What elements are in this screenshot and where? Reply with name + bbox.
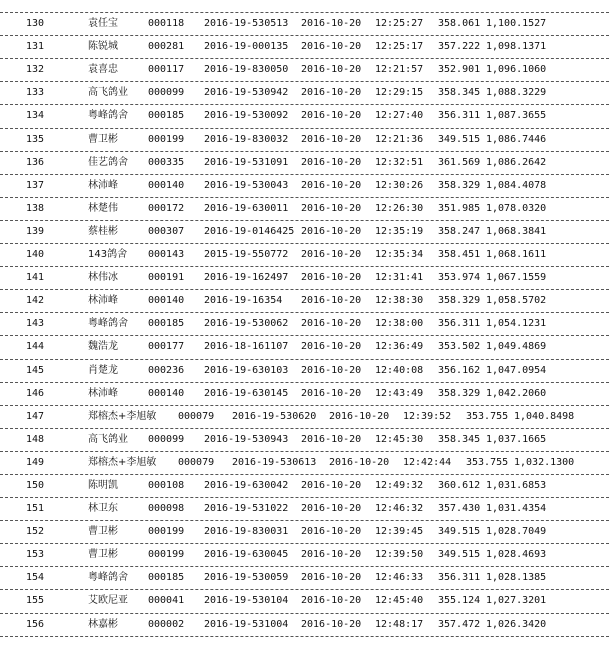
ring-number-cell: 2016-19-530092 <box>204 110 289 122</box>
member-id-cell: 000185 <box>148 110 185 122</box>
arrival-time-cell: 12:42:44 <box>403 456 452 468</box>
speed-cell: 358.329 <box>438 387 481 399</box>
table-row <box>0 567 609 590</box>
name-cell: 粤峰鸽舍 <box>88 572 128 584</box>
date-cell: 2016-10-20 <box>301 41 362 53</box>
date-cell: 2016-10-20 <box>329 456 390 468</box>
name-cell: 林沛峰 <box>88 179 118 191</box>
name-cell: 粤峰鸽舍 <box>88 110 128 122</box>
date-cell: 2016-10-20 <box>301 87 362 99</box>
rank-cell: 147 <box>26 410 45 422</box>
name-cell: 高飞鸽业 <box>88 433 128 445</box>
rank-cell: 151 <box>26 503 45 515</box>
date-cell: 2016-10-20 <box>301 318 362 330</box>
rank-cell: 143 <box>26 318 45 330</box>
table-row <box>0 0 609 13</box>
points-cell: 1,087.3655 <box>486 110 547 122</box>
date-cell: 2016-10-20 <box>301 364 362 376</box>
speed-cell: 358.345 <box>438 87 481 99</box>
ring-number-cell: 2016-19-162497 <box>204 272 289 284</box>
name-cell: 林楚伟 <box>88 202 118 214</box>
speed-cell: 358.451 <box>438 249 481 261</box>
arrival-time-cell: 12:21:36 <box>375 133 424 145</box>
speed-cell: 360.612 <box>438 479 481 491</box>
table-row <box>0 105 609 128</box>
arrival-time-cell: 12:45:40 <box>375 595 424 607</box>
member-id-cell: 000236 <box>148 364 185 376</box>
member-id-cell: 000140 <box>148 295 185 307</box>
member-id-cell: 000140 <box>148 387 185 399</box>
speed-cell: 356.311 <box>438 318 481 330</box>
speed-cell: 349.515 <box>438 549 481 561</box>
speed-cell: 353.974 <box>438 272 481 284</box>
arrival-time-cell: 12:38:30 <box>375 295 424 307</box>
date-cell: 2016-10-20 <box>301 110 362 122</box>
points-cell: 1,028.4693 <box>486 549 547 561</box>
arrival-time-cell: 12:39:45 <box>375 526 424 538</box>
member-id-cell: 000041 <box>148 595 185 607</box>
arrival-time-cell: 12:36:49 <box>375 341 424 353</box>
rank-cell: 146 <box>26 387 45 399</box>
rank-cell: 135 <box>26 133 45 145</box>
ring-number-cell: 2016-18-161107 <box>204 341 289 353</box>
points-cell: 1,068.1611 <box>486 249 547 261</box>
table-row <box>0 429 609 452</box>
name-cell: 佳艺鸽舍 <box>88 156 128 168</box>
date-cell: 2016-10-20 <box>301 133 362 145</box>
date-cell: 2016-10-20 <box>301 202 362 214</box>
speed-cell: 355.124 <box>438 595 481 607</box>
speed-cell: 356.311 <box>438 110 481 122</box>
ring-number-cell: 2016-19-530613 <box>232 456 317 468</box>
speed-cell: 358.329 <box>438 179 481 191</box>
arrival-time-cell: 12:25:17 <box>375 41 424 53</box>
arrival-time-cell: 12:38:00 <box>375 318 424 330</box>
ring-number-cell: 2016-19-530620 <box>232 410 317 422</box>
ring-number-cell: 2016-19-531022 <box>204 503 289 515</box>
ring-number-cell: 2016-19-630145 <box>204 387 289 399</box>
speed-cell: 353.502 <box>438 341 481 353</box>
arrival-time-cell: 12:45:30 <box>375 433 424 445</box>
arrival-time-cell: 12:46:33 <box>375 572 424 584</box>
ring-number-cell: 2016-19-530104 <box>204 595 289 607</box>
arrival-time-cell: 12:35:19 <box>375 225 424 237</box>
rank-cell: 130 <box>26 18 45 30</box>
ring-number-cell: 2016-19-830050 <box>204 64 289 76</box>
name-cell: 艾欧尼亚 <box>88 595 128 607</box>
date-cell: 2016-10-20 <box>301 549 362 561</box>
arrival-time-cell: 12:21:57 <box>375 64 424 76</box>
table-row <box>0 313 609 336</box>
arrival-time-cell: 12:39:52 <box>403 410 452 422</box>
ring-number-cell: 2016-19-530513 <box>204 18 289 30</box>
date-cell: 2016-10-20 <box>301 64 362 76</box>
rank-cell: 155 <box>26 595 45 607</box>
ring-number-cell: 2016-19-530062 <box>204 318 289 330</box>
rank-cell: 144 <box>26 341 45 353</box>
rank-cell: 149 <box>26 456 45 468</box>
ring-number-cell: 2016-19-630011 <box>204 202 289 214</box>
points-cell: 1,084.4078 <box>486 179 547 191</box>
points-cell: 1,096.1060 <box>486 64 547 76</box>
table-row <box>0 452 609 475</box>
rank-cell: 156 <box>26 618 45 630</box>
table-row <box>0 406 609 429</box>
name-cell: 曹卫彬 <box>88 133 118 145</box>
rank-cell: 131 <box>26 41 45 53</box>
name-cell: 粤峰鸽舍 <box>88 318 128 330</box>
name-cell: 林沛峰 <box>88 387 118 399</box>
table-row <box>0 175 609 198</box>
member-id-cell: 000099 <box>148 433 185 445</box>
points-cell: 1,086.2642 <box>486 156 547 168</box>
name-cell: 肖楚龙 <box>88 364 118 376</box>
date-cell: 2016-10-20 <box>301 225 362 237</box>
arrival-time-cell: 12:49:32 <box>375 479 424 491</box>
arrival-time-cell: 12:48:17 <box>375 618 424 630</box>
points-cell: 1,047.0954 <box>486 364 547 376</box>
date-cell: 2016-10-20 <box>301 595 362 607</box>
ring-number-cell: 2016-19-530059 <box>204 572 289 584</box>
arrival-time-cell: 12:43:49 <box>375 387 424 399</box>
name-cell: 袁任宝 <box>88 18 118 30</box>
points-cell: 1,067.1559 <box>486 272 547 284</box>
table-row <box>0 544 609 567</box>
points-cell: 1,037.1665 <box>486 433 547 445</box>
arrival-time-cell: 12:27:40 <box>375 110 424 122</box>
ring-number-cell: 2016-19-000135 <box>204 41 289 53</box>
table-row <box>0 521 609 544</box>
speed-cell: 358.061 <box>438 18 481 30</box>
table-row <box>0 152 609 175</box>
date-cell: 2016-10-20 <box>301 387 362 399</box>
table-row <box>0 336 609 359</box>
points-cell: 1,068.3841 <box>486 225 547 237</box>
ring-number-cell: 2016-19-16354 <box>204 295 283 307</box>
ring-number-cell: 2016-19-0146425 <box>204 225 295 237</box>
table-row <box>0 475 609 498</box>
points-cell: 1,100.1527 <box>486 18 547 30</box>
member-id-cell: 000117 <box>148 64 185 76</box>
ring-number-cell: 2016-19-630045 <box>204 549 289 561</box>
table-row <box>0 244 609 267</box>
name-cell: 郑榕杰+李旭敏 <box>88 410 157 422</box>
member-id-cell: 000099 <box>148 87 185 99</box>
date-cell: 2016-10-20 <box>301 479 362 491</box>
table-row <box>0 59 609 82</box>
points-cell: 1,058.5702 <box>486 295 547 307</box>
points-cell: 1,042.2060 <box>486 387 547 399</box>
speed-cell: 351.985 <box>438 202 481 214</box>
member-id-cell: 000307 <box>148 225 185 237</box>
table-row <box>0 360 609 383</box>
ring-number-cell: 2016-19-830032 <box>204 133 289 145</box>
table-row <box>0 198 609 221</box>
arrival-time-cell: 12:26:30 <box>375 202 424 214</box>
date-cell: 2016-10-20 <box>301 295 362 307</box>
member-id-cell: 000199 <box>148 526 185 538</box>
speed-cell: 358.345 <box>438 433 481 445</box>
rank-cell: 145 <box>26 364 45 376</box>
member-id-cell: 000177 <box>148 341 185 353</box>
points-cell: 1,086.7446 <box>486 133 547 145</box>
date-cell: 2016-10-20 <box>301 433 362 445</box>
table-row <box>0 383 609 406</box>
rank-cell: 133 <box>26 87 45 99</box>
table-row <box>0 13 609 36</box>
speed-cell: 357.430 <box>438 503 481 515</box>
ring-number-cell: 2016-19-630042 <box>204 479 289 491</box>
name-cell: 袁喜忠 <box>88 64 118 76</box>
points-cell: 1,078.0320 <box>486 202 547 214</box>
rank-cell: 141 <box>26 272 45 284</box>
date-cell: 2016-10-20 <box>301 272 362 284</box>
arrival-time-cell: 12:25:27 <box>375 18 424 30</box>
points-cell: 1,049.4869 <box>486 341 547 353</box>
speed-cell: 358.329 <box>438 295 481 307</box>
points-cell: 1,031.6853 <box>486 479 547 491</box>
rank-cell: 148 <box>26 433 45 445</box>
rank-cell: 140 <box>26 249 45 261</box>
rank-cell: 150 <box>26 479 45 491</box>
speed-cell: 356.311 <box>438 572 481 584</box>
arrival-time-cell: 12:31:41 <box>375 272 424 284</box>
points-cell: 1,026.3420 <box>486 618 547 630</box>
name-cell: 林卫东 <box>88 503 118 515</box>
date-cell: 2016-10-20 <box>301 249 362 261</box>
points-cell: 1,032.1300 <box>514 456 575 468</box>
rank-cell: 136 <box>26 156 45 168</box>
rank-cell: 134 <box>26 110 45 122</box>
name-cell: 高飞鸽业 <box>88 87 128 99</box>
speed-cell: 356.162 <box>438 364 481 376</box>
ring-number-cell: 2016-19-531004 <box>204 618 289 630</box>
name-cell: 林沛峰 <box>88 295 118 307</box>
member-id-cell: 000185 <box>148 572 185 584</box>
points-cell: 1,098.1371 <box>486 41 547 53</box>
ring-number-cell: 2016-19-630103 <box>204 364 289 376</box>
date-cell: 2016-10-20 <box>301 179 362 191</box>
date-cell: 2016-10-20 <box>301 341 362 353</box>
table-row <box>0 267 609 290</box>
speed-cell: 349.515 <box>438 526 481 538</box>
member-id-cell: 000143 <box>148 249 185 261</box>
table-row <box>0 36 609 59</box>
member-id-cell: 000199 <box>148 549 185 561</box>
name-cell: 曹卫彬 <box>88 526 118 538</box>
table-row <box>0 82 609 105</box>
rank-cell: 142 <box>26 295 45 307</box>
member-id-cell: 000079 <box>178 456 215 468</box>
arrival-time-cell: 12:30:26 <box>375 179 424 191</box>
name-cell: 蔡桂彬 <box>88 225 118 237</box>
date-cell: 2016-10-20 <box>301 572 362 584</box>
arrival-time-cell: 12:35:34 <box>375 249 424 261</box>
rank-cell: 138 <box>26 202 45 214</box>
points-cell: 1,028.1385 <box>486 572 547 584</box>
speed-cell: 353.755 <box>466 456 509 468</box>
table-row <box>0 498 609 521</box>
rank-cell: 153 <box>26 549 45 561</box>
arrival-time-cell: 12:46:32 <box>375 503 424 515</box>
points-cell: 1,088.3229 <box>486 87 547 99</box>
rank-cell: 137 <box>26 179 45 191</box>
points-cell: 1,028.7049 <box>486 526 547 538</box>
speed-cell: 361.569 <box>438 156 481 168</box>
name-cell: 曹卫彬 <box>88 549 118 561</box>
ring-number-cell: 2016-19-530943 <box>204 433 289 445</box>
speed-cell: 349.515 <box>438 133 481 145</box>
ring-number-cell: 2016-19-530043 <box>204 179 289 191</box>
member-id-cell: 000098 <box>148 503 185 515</box>
member-id-cell: 000108 <box>148 479 185 491</box>
arrival-time-cell: 12:32:51 <box>375 156 424 168</box>
table-row <box>0 129 609 152</box>
date-cell: 2016-10-20 <box>301 503 362 515</box>
rank-cell: 154 <box>26 572 45 584</box>
member-id-cell: 000172 <box>148 202 185 214</box>
arrival-time-cell: 12:39:50 <box>375 549 424 561</box>
points-cell: 1,054.1231 <box>486 318 547 330</box>
member-id-cell: 000199 <box>148 133 185 145</box>
member-id-cell: 000335 <box>148 156 185 168</box>
member-id-cell: 000281 <box>148 41 185 53</box>
name-cell: 林嘉彬 <box>88 618 118 630</box>
date-cell: 2016-10-20 <box>301 618 362 630</box>
speed-cell: 353.755 <box>466 410 509 422</box>
name-cell: 郑榕杰+李旭敏 <box>88 456 157 468</box>
arrival-time-cell: 12:40:08 <box>375 364 424 376</box>
speed-cell: 352.901 <box>438 64 481 76</box>
name-cell: 陈明凯 <box>88 479 118 491</box>
member-id-cell: 000185 <box>148 318 185 330</box>
ring-number-cell: 2016-19-531091 <box>204 156 289 168</box>
member-id-cell: 000002 <box>148 618 185 630</box>
points-cell: 1,031.4354 <box>486 503 547 515</box>
date-cell: 2016-10-20 <box>301 526 362 538</box>
member-id-cell: 000191 <box>148 272 185 284</box>
name-cell: 陈锐城 <box>88 41 118 53</box>
date-cell: 2016-10-20 <box>329 410 390 422</box>
member-id-cell: 000118 <box>148 18 185 30</box>
rank-cell: 132 <box>26 64 45 76</box>
table-row <box>0 590 609 613</box>
rank-cell: 139 <box>26 225 45 237</box>
table-row <box>0 614 609 637</box>
date-cell: 2016-10-20 <box>301 18 362 30</box>
speed-cell: 357.222 <box>438 41 481 53</box>
points-cell: 1,027.3201 <box>486 595 547 607</box>
member-id-cell: 000079 <box>178 410 215 422</box>
member-id-cell: 000140 <box>148 179 185 191</box>
name-cell: 林伟冰 <box>88 272 118 284</box>
ring-number-cell: 2016-19-530942 <box>204 87 289 99</box>
speed-cell: 357.472 <box>438 618 481 630</box>
speed-cell: 358.247 <box>438 225 481 237</box>
date-cell: 2016-10-20 <box>301 156 362 168</box>
name-cell: 魏浩龙 <box>88 341 118 353</box>
arrival-time-cell: 12:29:15 <box>375 87 424 99</box>
table-row <box>0 221 609 244</box>
ring-number-cell: 2015-19-550772 <box>204 249 289 261</box>
ring-number-cell: 2016-19-830031 <box>204 526 289 538</box>
rank-cell: 152 <box>26 526 45 538</box>
name-cell: 143鸽舍 <box>88 249 128 261</box>
table-row <box>0 290 609 313</box>
points-cell: 1,040.8498 <box>514 410 575 422</box>
